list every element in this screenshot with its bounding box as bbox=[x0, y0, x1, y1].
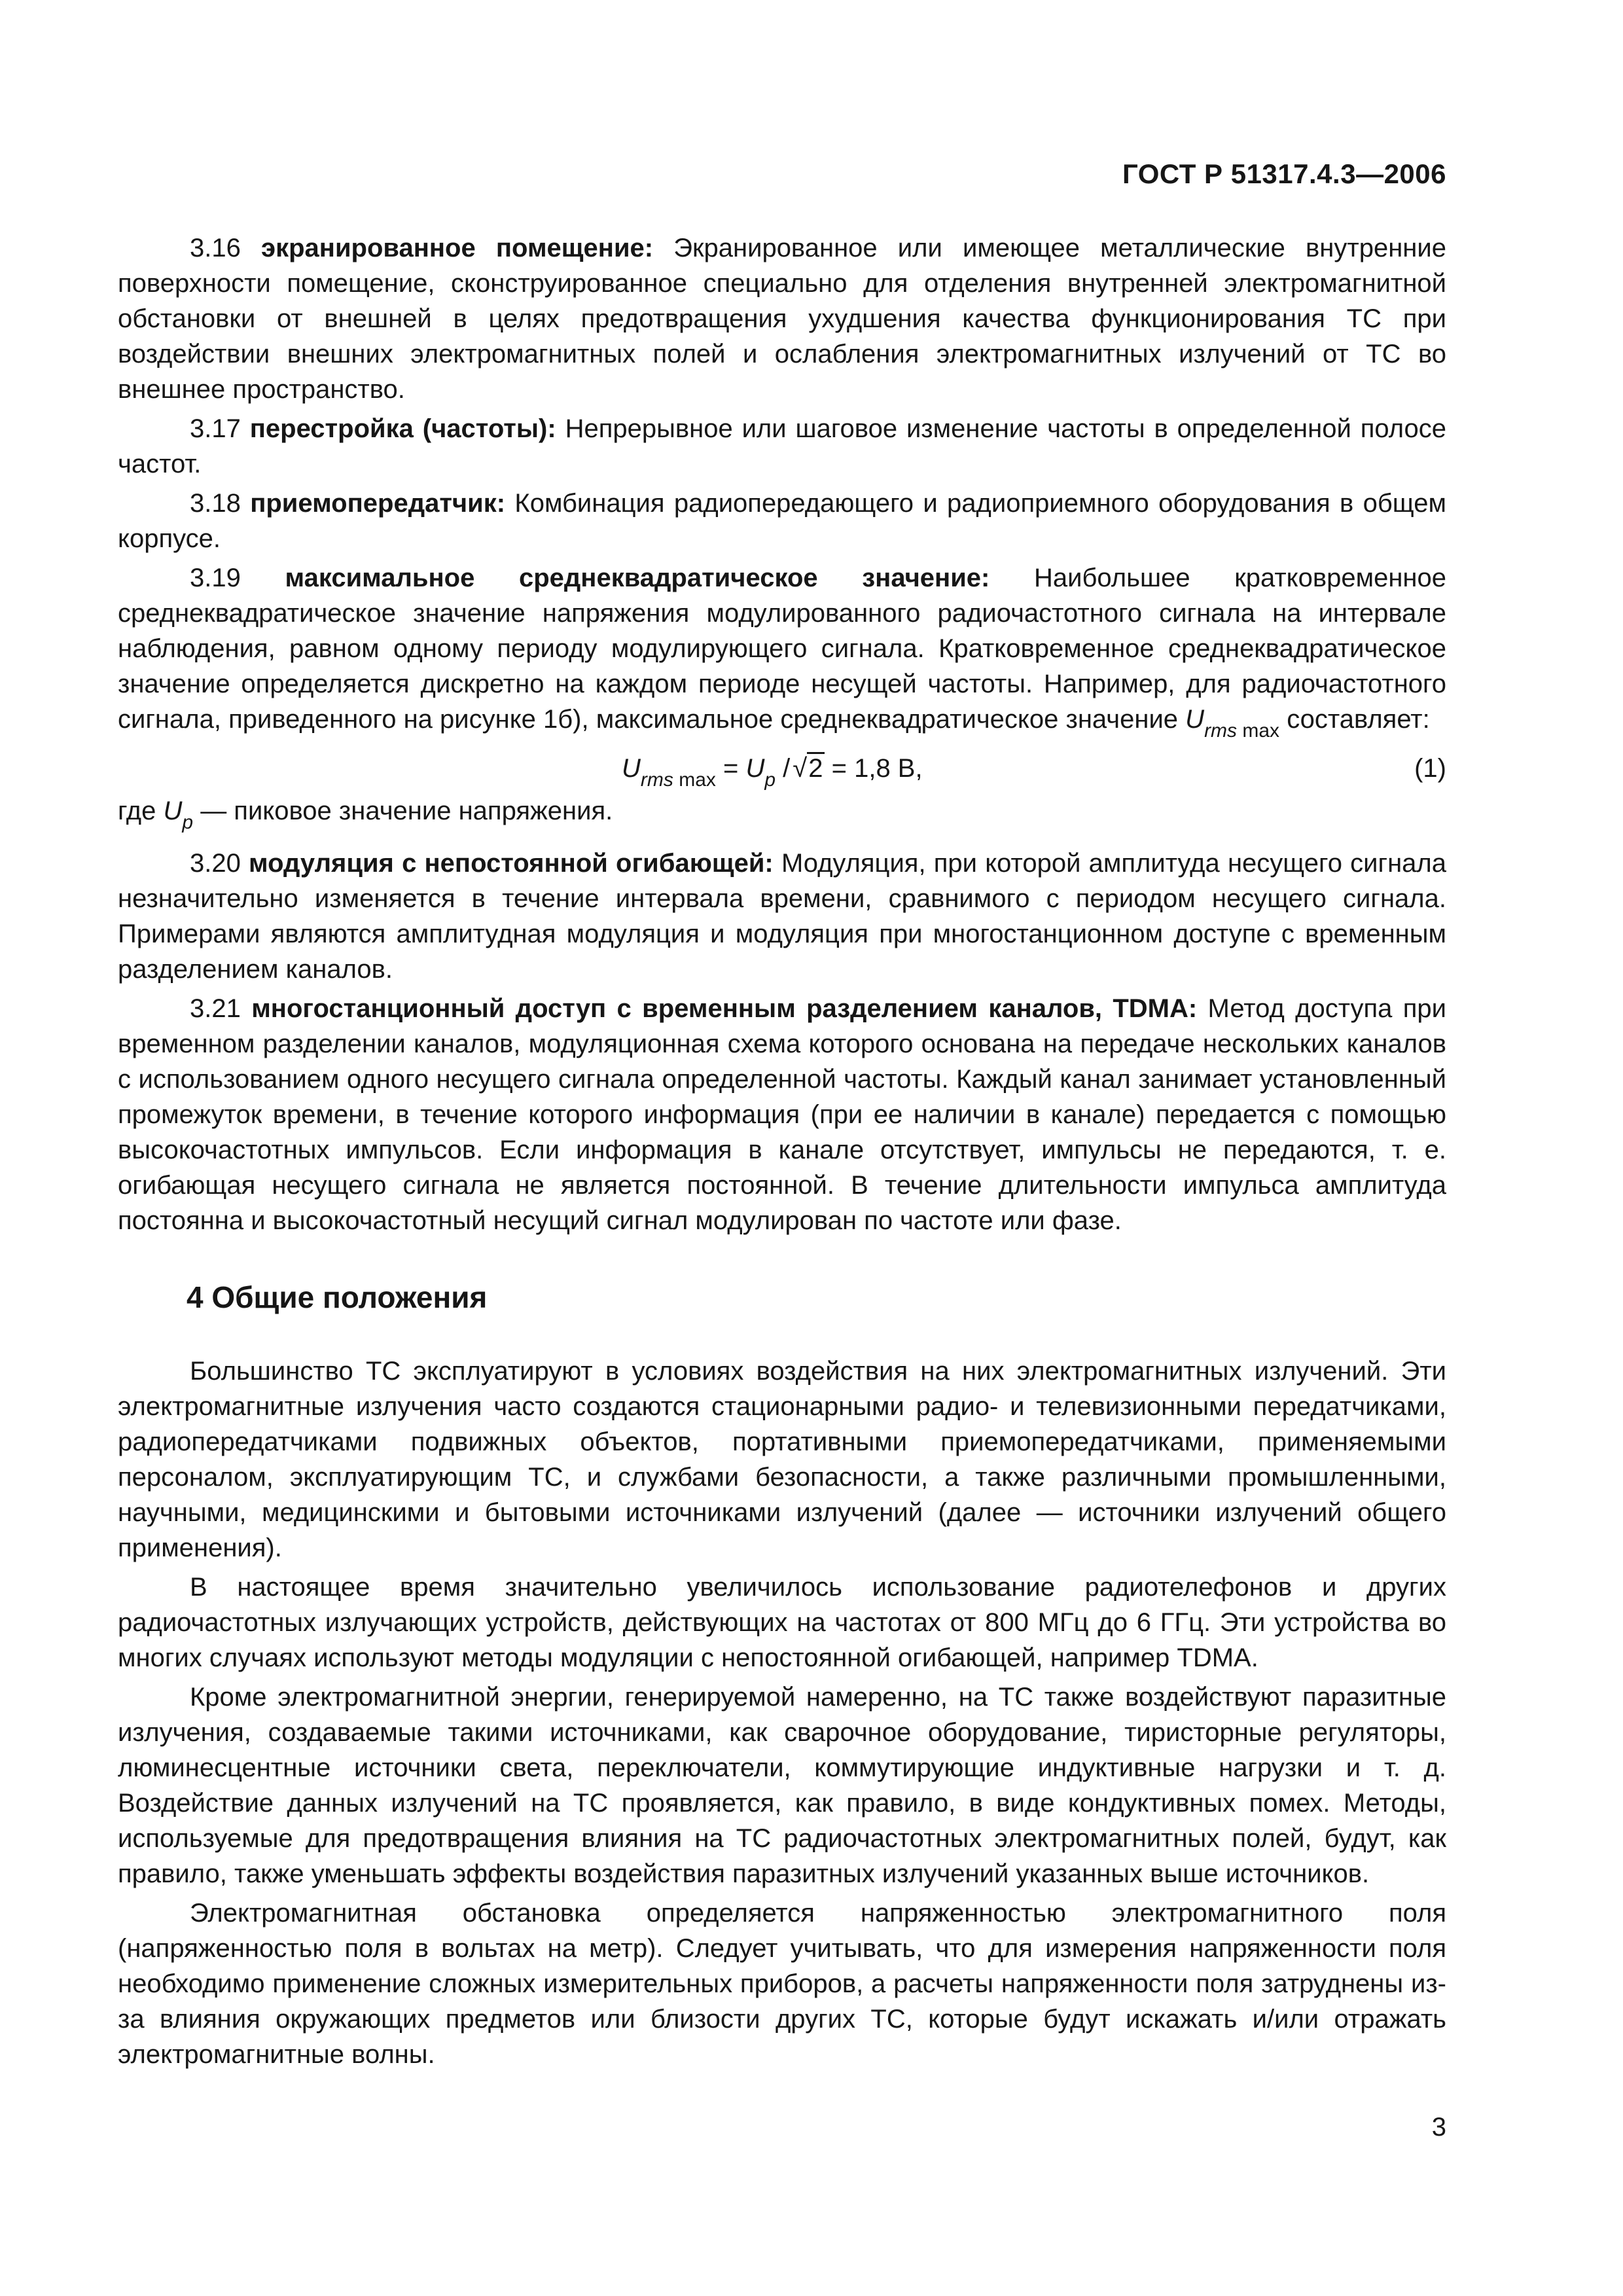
formula-lhs-symbol: U bbox=[622, 754, 641, 783]
definition-3-16 bbox=[118, 230, 1446, 407]
where-symbol: U bbox=[163, 797, 183, 825]
document-page bbox=[118, 0, 1446, 2296]
definition-term: максимальное среднеквадратическое значение: bbox=[285, 564, 990, 592]
formula-where-line bbox=[118, 793, 1446, 831]
definition-number: 3.19 bbox=[190, 564, 241, 592]
definition-term: многостанционный доступ с временным разделением каналов, TDMA: bbox=[251, 994, 1198, 1023]
where-prefix: где bbox=[118, 797, 164, 825]
formula-1 bbox=[118, 744, 1446, 793]
section-paragraph: В настоящее время значительно увеличилось использование радиотелефонов и других радиочастотных излучающих устройств, действующих на частотах от 800 МГц до 6 ГГц. Эти устройства во многих случаях используют методы модуляции с непостоянной огибающей, например TDMA. bbox=[118, 1573, 1446, 1672]
definition-3-19 bbox=[118, 560, 1446, 740]
formula-equals: = bbox=[715, 754, 746, 783]
definition-text: Непрерывное или шаговое изменение частоты в определенной полосе частот. bbox=[118, 414, 1446, 478]
document-body bbox=[118, 230, 1446, 2076]
page-number: 3 bbox=[1431, 2113, 1446, 2142]
definition-number: 3.16 bbox=[190, 234, 241, 262]
formula-up-symbol: U bbox=[745, 754, 765, 783]
definition-number: 3.21 bbox=[190, 994, 241, 1023]
sqrt-argument: 2 bbox=[807, 752, 824, 783]
formula-slash: / bbox=[776, 754, 791, 783]
formula-rhs: = 1,8 В, bbox=[824, 754, 923, 783]
definition-text: Модуляция, при которой амплитуда несущего сигнала незначительно изменяется в течение интервала времени, сравнимого с периодом несущего сигнала. Примерами являются амплитудная модуляция и модуляция при многостанционном доступе с временным разделением каналов. bbox=[118, 849, 1446, 984]
section-paragraph: Кроме электромагнитной энергии, генерируемой намеренно, на ТС также воздействуют паразитные излучения, создаваемые такими источниками, как сварочное оборудование, тиристорные регуляторы, люминесцентные источники света, переключатели, коммутирующие индуктивные нагрузки и т. д. Воздействие данных излучений на ТС проявляется, как правило, в виде кондуктивных помех. Методы, используемые для предотвращения влияния на ТС радиочастотных электромагнитных полей, будут, как правило, также уменьшать эффекты воздействия паразитных излучений указанных выше источников. bbox=[118, 1683, 1446, 1888]
square-root bbox=[793, 744, 824, 793]
definition-3-17 bbox=[118, 411, 1446, 482]
definition-3-18 bbox=[118, 486, 1446, 556]
urms-subscript: rms bbox=[1204, 720, 1238, 742]
definition-term: модуляция с непостоянной огибающей: bbox=[249, 849, 774, 878]
section-paragraph: Большинство ТС эксплуатируют в условиях воздействия на них электромагнитных излучений. Эти электромагнитные излучения часто создаются стационарными радио- и телевизионными передатчиками, радиопередатчиками подвижных объектов, портативными приемопередатчиками, применяемыми персоналом, эксплуатирующим ТС, и службами безопасности, а также различными промышленными, научными, медицинскими и бытовыми источниками излучений (далее — источники излучений общего применения). bbox=[118, 1357, 1446, 1562]
document-header-id: ГОСТ Р 51317.4.3—2006 bbox=[1122, 158, 1446, 189]
where-subscript: p bbox=[182, 812, 194, 833]
definition-term: приемопередатчик: bbox=[250, 489, 506, 518]
formula-number: (1) bbox=[1414, 754, 1446, 783]
formula-lhs-subscript-max: max bbox=[673, 769, 716, 791]
urms-max-symbol: U bbox=[1185, 705, 1205, 734]
section-paragraph: Электромагнитная обстановка определяется напряженностью электромагнитного поля (напряженностью поля в вольтах на метр). Следует учитывать, что для измерения напряженности поля необходимо применение сложных измерительных приборов, а расчеты напряженности поля затруднены из-за влияния окружающих предметов или близости других ТС, которые будут искажать и/или отражать электромагнитные волны. bbox=[118, 1899, 1446, 2069]
definition-text: Экранированное или имеющее металлические внутренние поверхности помещение, сконструированное специально для отделения внутренней электромагнитной обстановки от внешней в целях предотвращения ухудшения качества функционирования ТС при воздействии внешних электромагнитных полей и ослабления электромагнитных излучений от ТС во внешнее пространство. bbox=[118, 234, 1446, 404]
definition-3-21 bbox=[118, 991, 1446, 1238]
formula-expression bbox=[622, 744, 923, 796]
definition-3-20 bbox=[118, 846, 1446, 987]
definition-text: Комбинация радиопередающего и радиоприемного оборудования в общем корпусе. bbox=[118, 489, 1446, 553]
sqrt-sign: √ bbox=[793, 754, 808, 783]
formula-lhs-subscript: rms bbox=[640, 769, 673, 791]
definition-number: 3.18 bbox=[190, 489, 241, 518]
where-text: — пиковое значение напряжения. bbox=[193, 797, 613, 825]
definition-term: экранированное помещение: bbox=[261, 234, 654, 262]
definition-term: перестройка (частоты): bbox=[249, 414, 556, 443]
definition-number: 3.20 bbox=[190, 849, 241, 878]
definition-tail-text: составляет: bbox=[1287, 705, 1430, 734]
urms-max-subscript: max bbox=[1237, 720, 1280, 742]
formula-up-subscript: p bbox=[764, 769, 776, 791]
definition-text: Метод доступа при временном разделении каналов, модуляционная схема которого основана на передаче нескольких каналов с использованием одного несущего сигнала определенной частоты. Каждый канал занимает установленный промежуток времени, в течение которого информация (при ее наличии в канале) передается с помощью высокочастотных импульсов. Если информация в канале отсутствует, импульсы не передаются, т. е. огибающая несущего сигнала не является постоянной. В течение длительности импульса амплитуда постоянна и высокочастотный несущий сигнал модулирован по частоте или фазе. bbox=[118, 994, 1446, 1235]
section-heading: 4 Общие положения bbox=[187, 1280, 488, 1314]
definition-text: Наибольшее кратковременное среднеквадратическое значение напряжения модулированного радиочастотного сигнала на интервале наблюдения, равном одному периоду модулирующего сигнала. Кратковременное среднеквадратическое значение определяется дискретно на каждом периоде несущей частоты. Например, для радиочастотного сигнала, приведенного на рисунке 1б), максимальное среднеквадратическое значение bbox=[118, 564, 1447, 734]
definition-number: 3.17 bbox=[190, 414, 241, 443]
